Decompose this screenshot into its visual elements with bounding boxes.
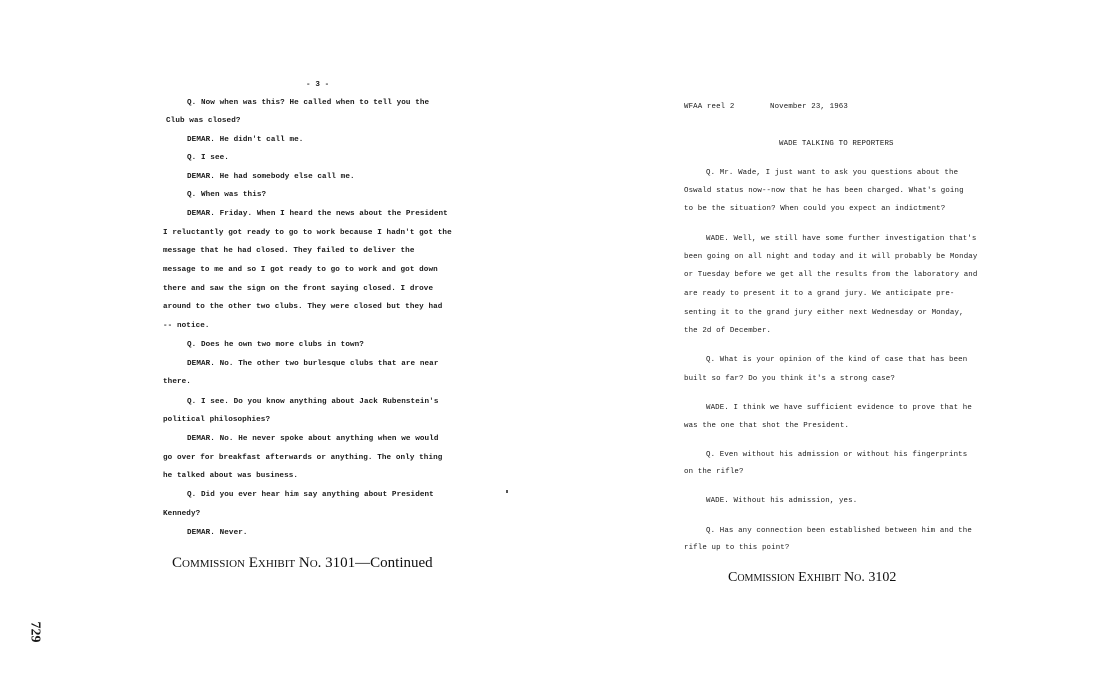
- right-line: rifle up to this point?: [684, 544, 790, 552]
- exhibit-prefix: Commission Exhibit No.: [728, 570, 865, 585]
- right-line: on the rifle?: [684, 468, 744, 476]
- left-line: go over for breakfast afterwards or anything. The only thing: [163, 454, 443, 462]
- left-line: Club was closed?: [166, 117, 241, 125]
- right-line: built so far? Do you think it's a strong case?: [684, 375, 895, 383]
- left-line: DEMAR. He had somebody else call me.: [187, 173, 355, 181]
- left-line: DEMAR. Never.: [187, 529, 248, 537]
- left-line: -- notice.: [163, 322, 210, 330]
- page-marker: - 3 -: [306, 81, 330, 89]
- right-line: are ready to present it to a grand jury. We anticipate pre-: [684, 290, 955, 298]
- left-line: Q. I see. Do you know anything about Jack Rubenstein's: [187, 398, 439, 406]
- left-line: political philosophies?: [163, 416, 271, 424]
- left-line: Q. When was this?: [187, 191, 267, 199]
- right-line: senting it to the grand jury either next Wednesday or Monday,: [684, 309, 964, 317]
- right-line: WADE. Well, we still have some further investigation that's: [706, 235, 977, 243]
- left-line: Kennedy?: [163, 510, 201, 518]
- left-line: Q. I see.: [187, 154, 229, 162]
- left-line: Q. Did you ever hear him say anything about President: [187, 491, 434, 499]
- section-heading: WADE TALKING TO REPORTERS: [779, 140, 894, 148]
- right-line: Q. Has any connection been established between him and the: [706, 527, 972, 535]
- header-station: WFAA reel 2: [684, 103, 735, 111]
- left-line: DEMAR. He didn't call me.: [187, 136, 304, 144]
- right-line: WADE. I think we have sufficient evidence to prove that he: [706, 404, 972, 412]
- left-line: DEMAR. No. He never spoke about anything when we would: [187, 435, 439, 443]
- left-line: there.: [163, 378, 191, 386]
- exhibit-caption-left: [172, 555, 433, 572]
- right-line: Q. Even without his admission or without his fingerprints: [706, 451, 968, 459]
- page-number: 729: [27, 621, 43, 643]
- right-line: or Tuesday before we get all the results from the laboratory and: [684, 271, 978, 279]
- right-line: was the one that shot the President.: [684, 422, 850, 430]
- right-line: the 2d of December.: [684, 327, 772, 335]
- exhibit-number: 3101—Continued: [325, 555, 433, 571]
- header-date: November 23, 1963: [770, 103, 848, 111]
- left-line: there and saw the sign on the front saying closed. I drove: [163, 285, 434, 293]
- left-line: around to the other two clubs. They were closed but they had: [163, 303, 443, 311]
- scan-speck: [506, 490, 508, 493]
- right-line: to be the situation? When could you expect an indictment?: [684, 205, 946, 213]
- left-line: Q. Does he own two more clubs in town?: [187, 341, 364, 349]
- left-line: DEMAR. Friday. When I heard the news about the President: [187, 210, 448, 218]
- exhibit-number: 3102: [868, 570, 897, 585]
- exhibit-prefix: Commission Exhibit No.: [172, 555, 322, 571]
- left-line: Q. Now when was this? He called when to tell you the: [187, 99, 430, 107]
- right-line: WADE. Without his admission, yes.: [706, 497, 858, 505]
- left-line: I reluctantly got ready to go to work because I hadn't got the: [163, 229, 452, 237]
- exhibit-caption-right: [728, 570, 896, 586]
- right-line: Q. Mr. Wade, I just want to ask you questions about the: [706, 169, 959, 177]
- left-line: message to me and so I got ready to go to work and got down: [163, 266, 438, 274]
- left-line: message that he had closed. They failed to deliver the: [163, 247, 415, 255]
- left-line: DEMAR. No. The other two burlesque clubs that are near: [187, 360, 439, 368]
- left-line: he talked about was business.: [163, 472, 299, 480]
- right-line: Q. What is your opinion of the kind of case that has been: [706, 356, 968, 364]
- right-line: Oswald status now--now that he has been charged. What's going: [684, 187, 964, 195]
- right-line: been going on all night and today and it will probably be Monday: [684, 253, 978, 261]
